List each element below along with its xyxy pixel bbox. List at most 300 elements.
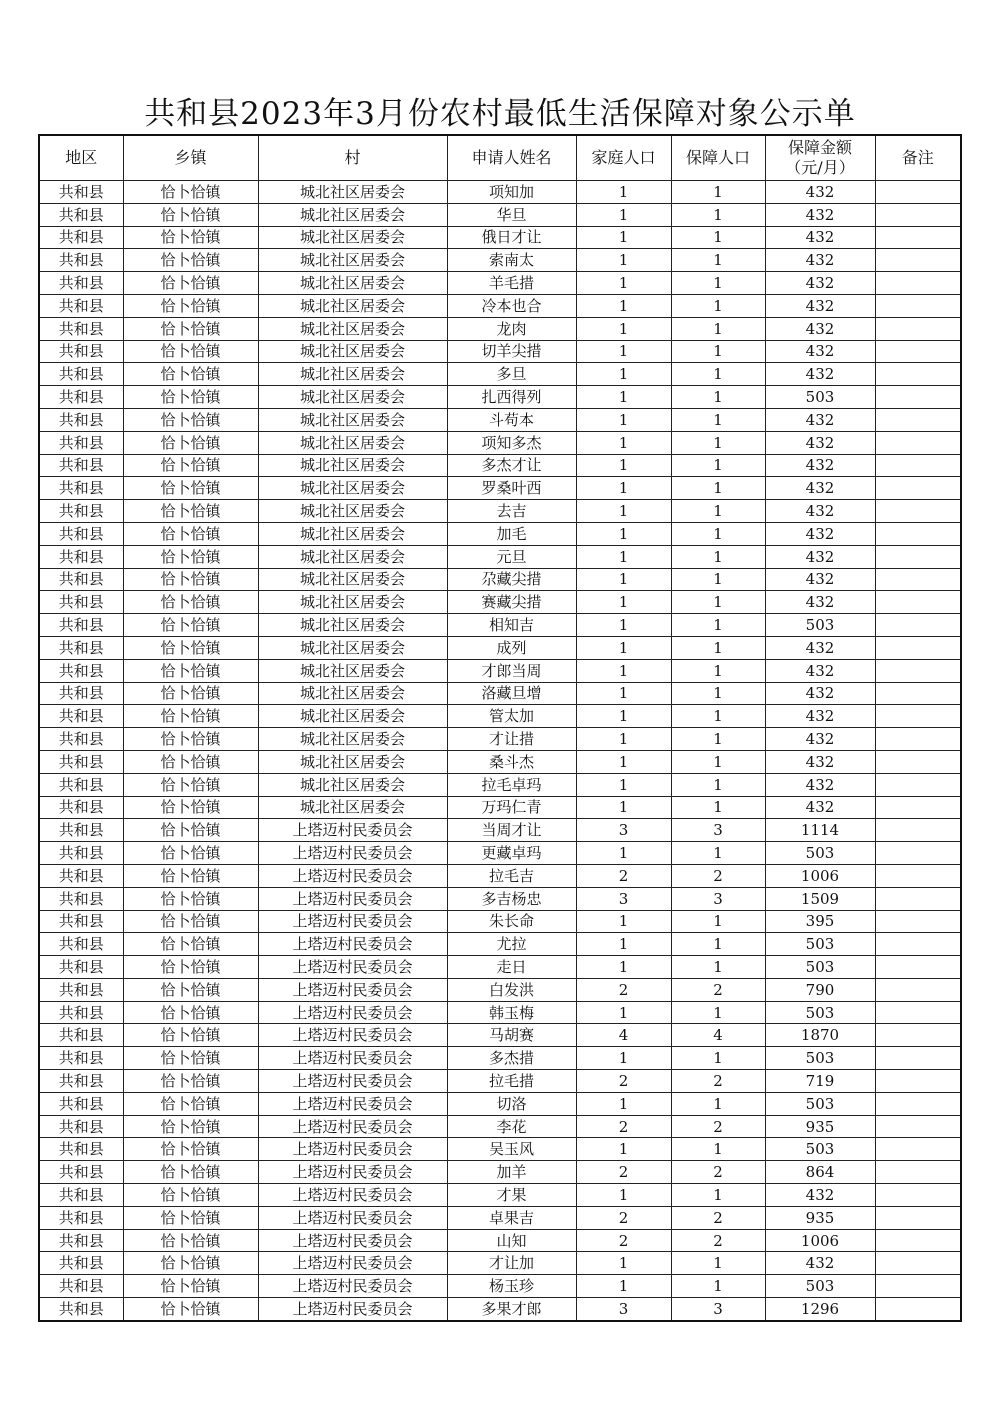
cell-applicant: 多杰措 (447, 1047, 576, 1070)
cell-amount: 864 (765, 1161, 875, 1184)
cell-covered: 1 (671, 1275, 765, 1298)
cell-family: 2 (576, 1070, 671, 1093)
cell-remark (875, 272, 961, 295)
cell-village: 上塔迈村民委员会 (258, 1229, 447, 1252)
table-row (39, 682, 961, 705)
cell-region: 共和县 (39, 796, 123, 819)
cell-remark (875, 1206, 961, 1229)
cell-town: 恰卜恰镇 (123, 226, 258, 249)
cell-remark (875, 545, 961, 568)
cell-remark (875, 682, 961, 705)
cell-town: 恰卜恰镇 (123, 203, 258, 226)
header-applicant: 申请人姓名 (447, 135, 576, 181)
cell-amount: 432 (765, 454, 875, 477)
table-row (39, 1252, 961, 1275)
cell-village: 城北社区居委会 (258, 249, 447, 272)
cell-region: 共和县 (39, 1275, 123, 1298)
cell-remark (875, 1275, 961, 1298)
cell-remark (875, 1115, 961, 1138)
cell-amount: 432 (765, 636, 875, 659)
cell-village: 城北社区居委会 (258, 659, 447, 682)
cell-region: 共和县 (39, 363, 123, 386)
cell-covered: 1 (671, 750, 765, 773)
cell-family: 1 (576, 933, 671, 956)
cell-covered: 1 (671, 636, 765, 659)
cell-applicant: 洛藏旦增 (447, 682, 576, 705)
cell-applicant: 多果才郎 (447, 1298, 576, 1321)
cell-applicant: 相知吉 (447, 614, 576, 637)
table-row (39, 933, 961, 956)
cell-amount: 395 (765, 910, 875, 933)
cell-village: 城北社区居委会 (258, 477, 447, 500)
cell-amount: 432 (765, 682, 875, 705)
cell-family: 1 (576, 340, 671, 363)
cell-applicant: 才让加 (447, 1252, 576, 1275)
cell-applicant: 斗苟本 (447, 408, 576, 431)
cell-remark (875, 910, 961, 933)
cell-family: 1 (576, 614, 671, 637)
cell-region: 共和县 (39, 1161, 123, 1184)
header-amount-line2: （元/月） (785, 158, 855, 177)
table-row (39, 363, 961, 386)
cell-family: 1 (576, 591, 671, 614)
table-row (39, 1161, 961, 1184)
cell-remark (875, 408, 961, 431)
cell-applicant: 当周才让 (447, 819, 576, 842)
table-row (39, 203, 961, 226)
cell-applicant: 加毛 (447, 522, 576, 545)
cell-region: 共和县 (39, 1047, 123, 1070)
cell-applicant: 万玛仁青 (447, 796, 576, 819)
recipient-table (38, 134, 962, 1322)
cell-region: 共和县 (39, 1001, 123, 1024)
cell-applicant: 多吉杨忠 (447, 887, 576, 910)
cell-family: 2 (576, 1161, 671, 1184)
header-village: 村 (258, 135, 447, 181)
cell-covered: 1 (671, 1184, 765, 1207)
cell-remark (875, 1070, 961, 1093)
cell-family: 2 (576, 1229, 671, 1252)
table-row (39, 1115, 961, 1138)
cell-remark (875, 933, 961, 956)
cell-remark (875, 636, 961, 659)
cell-region: 共和县 (39, 340, 123, 363)
cell-remark (875, 249, 961, 272)
cell-region: 共和县 (39, 522, 123, 545)
cell-region: 共和县 (39, 249, 123, 272)
cell-amount: 432 (765, 659, 875, 682)
cell-village: 上塔迈村民委员会 (258, 1070, 447, 1093)
cell-family: 1 (576, 636, 671, 659)
cell-applicant: 加羊 (447, 1161, 576, 1184)
table-row (39, 340, 961, 363)
cell-applicant: 元旦 (447, 545, 576, 568)
cell-town: 恰卜恰镇 (123, 408, 258, 431)
table-row (39, 842, 961, 865)
cell-town: 恰卜恰镇 (123, 1298, 258, 1321)
cell-remark (875, 614, 961, 637)
cell-town: 恰卜恰镇 (123, 864, 258, 887)
table-row (39, 1229, 961, 1252)
cell-village: 上塔迈村民委员会 (258, 978, 447, 1001)
cell-town: 恰卜恰镇 (123, 956, 258, 979)
cell-region: 共和县 (39, 887, 123, 910)
cell-covered: 1 (671, 728, 765, 751)
cell-amount: 432 (765, 522, 875, 545)
cell-town: 恰卜恰镇 (123, 545, 258, 568)
cell-covered: 1 (671, 500, 765, 523)
table-row (39, 1001, 961, 1024)
cell-region: 共和县 (39, 636, 123, 659)
cell-family: 1 (576, 956, 671, 979)
cell-remark (875, 1252, 961, 1275)
table-row (39, 431, 961, 454)
cell-village: 城北社区居委会 (258, 773, 447, 796)
header-amount (765, 135, 875, 181)
cell-town: 恰卜恰镇 (123, 1070, 258, 1093)
cell-family: 1 (576, 1275, 671, 1298)
cell-remark (875, 500, 961, 523)
table-row (39, 1206, 961, 1229)
cell-applicant: 马胡赛 (447, 1024, 576, 1047)
cell-amount: 1006 (765, 1229, 875, 1252)
cell-amount: 1006 (765, 864, 875, 887)
cell-family: 1 (576, 317, 671, 340)
cell-applicant: 吴玉风 (447, 1138, 576, 1161)
cell-amount: 432 (765, 340, 875, 363)
cell-remark (875, 386, 961, 409)
cell-covered: 1 (671, 203, 765, 226)
cell-applicant: 羊毛措 (447, 272, 576, 295)
cell-region: 共和县 (39, 386, 123, 409)
table-row (39, 773, 961, 796)
table-row (39, 181, 961, 204)
cell-covered: 1 (671, 431, 765, 454)
cell-applicant: 才果 (447, 1184, 576, 1207)
cell-covered: 1 (671, 249, 765, 272)
cell-town: 恰卜恰镇 (123, 887, 258, 910)
cell-town: 恰卜恰镇 (123, 317, 258, 340)
cell-town: 恰卜恰镇 (123, 454, 258, 477)
cell-town: 恰卜恰镇 (123, 705, 258, 728)
cell-remark (875, 431, 961, 454)
cell-region: 共和县 (39, 477, 123, 500)
cell-amount: 432 (765, 1184, 875, 1207)
header-remark: 备注 (875, 135, 961, 181)
table-row (39, 705, 961, 728)
cell-region: 共和县 (39, 773, 123, 796)
cell-applicant: 罗桑叶西 (447, 477, 576, 500)
cell-family: 1 (576, 1184, 671, 1207)
cell-region: 共和县 (39, 819, 123, 842)
cell-family: 3 (576, 819, 671, 842)
cell-region: 共和县 (39, 842, 123, 865)
cell-village: 上塔迈村民委员会 (258, 842, 447, 865)
cell-village: 上塔迈村民委员会 (258, 933, 447, 956)
cell-region: 共和县 (39, 1092, 123, 1115)
cell-amount: 432 (765, 249, 875, 272)
cell-family: 1 (576, 431, 671, 454)
cell-town: 恰卜恰镇 (123, 1252, 258, 1275)
cell-family: 1 (576, 1047, 671, 1070)
cell-family: 1 (576, 659, 671, 682)
header-town: 乡镇 (123, 135, 258, 181)
cell-village: 上塔迈村民委员会 (258, 1298, 447, 1321)
table-row (39, 956, 961, 979)
cell-town: 恰卜恰镇 (123, 842, 258, 865)
cell-covered: 1 (671, 1252, 765, 1275)
cell-region: 共和县 (39, 1070, 123, 1093)
cell-family: 1 (576, 408, 671, 431)
cell-applicant: 项知多杰 (447, 431, 576, 454)
cell-town: 恰卜恰镇 (123, 1115, 258, 1138)
cell-amount: 432 (765, 796, 875, 819)
table-row (39, 522, 961, 545)
cell-applicant: 更藏卓玛 (447, 842, 576, 865)
cell-applicant: 赛藏尖措 (447, 591, 576, 614)
cell-remark (875, 956, 961, 979)
cell-town: 恰卜恰镇 (123, 728, 258, 751)
cell-family: 1 (576, 842, 671, 865)
cell-amount: 432 (765, 477, 875, 500)
cell-covered: 1 (671, 1001, 765, 1024)
cell-covered: 3 (671, 819, 765, 842)
cell-town: 恰卜恰镇 (123, 1275, 258, 1298)
cell-town: 恰卜恰镇 (123, 1138, 258, 1161)
cell-remark (875, 819, 961, 842)
cell-region: 共和县 (39, 750, 123, 773)
page-title: 共和县2023年3月份农村最低生活保障对象公示单 (144, 96, 856, 132)
table-row (39, 1070, 961, 1093)
table-row (39, 796, 961, 819)
cell-applicant: 山知 (447, 1229, 576, 1252)
cell-amount: 432 (765, 272, 875, 295)
cell-covered: 1 (671, 340, 765, 363)
cell-region: 共和县 (39, 1298, 123, 1321)
cell-covered: 1 (671, 545, 765, 568)
cell-village: 城北社区居委会 (258, 408, 447, 431)
cell-covered: 2 (671, 1161, 765, 1184)
table-row (39, 1092, 961, 1115)
cell-region: 共和县 (39, 1024, 123, 1047)
cell-amount: 432 (765, 317, 875, 340)
cell-amount: 503 (765, 933, 875, 956)
cell-applicant: 去吉 (447, 500, 576, 523)
cell-remark (875, 978, 961, 1001)
cell-amount: 432 (765, 545, 875, 568)
cell-applicant: 项知加 (447, 181, 576, 204)
cell-covered: 1 (671, 408, 765, 431)
table-row (39, 1024, 961, 1047)
cell-family: 1 (576, 249, 671, 272)
cell-amount: 432 (765, 1252, 875, 1275)
cell-amount: 432 (765, 408, 875, 431)
cell-town: 恰卜恰镇 (123, 431, 258, 454)
cell-covered: 1 (671, 842, 765, 865)
cell-region: 共和县 (39, 933, 123, 956)
cell-region: 共和县 (39, 1184, 123, 1207)
cell-remark (875, 1047, 961, 1070)
cell-region: 共和县 (39, 728, 123, 751)
cell-village: 城北社区居委会 (258, 796, 447, 819)
table-row (39, 386, 961, 409)
cell-town: 恰卜恰镇 (123, 181, 258, 204)
cell-amount: 503 (765, 1275, 875, 1298)
cell-town: 恰卜恰镇 (123, 386, 258, 409)
table-row (39, 659, 961, 682)
cell-amount: 935 (765, 1115, 875, 1138)
cell-region: 共和县 (39, 408, 123, 431)
cell-village: 上塔迈村民委员会 (258, 1252, 447, 1275)
cell-amount: 719 (765, 1070, 875, 1093)
cell-amount: 432 (765, 181, 875, 204)
cell-family: 2 (576, 864, 671, 887)
cell-remark (875, 796, 961, 819)
cell-family: 1 (576, 568, 671, 591)
cell-village: 城北社区居委会 (258, 614, 447, 637)
table-row (39, 408, 961, 431)
cell-covered: 1 (671, 682, 765, 705)
cell-covered: 1 (671, 1047, 765, 1070)
cell-covered: 1 (671, 181, 765, 204)
cell-amount: 432 (765, 431, 875, 454)
cell-village: 城北社区居委会 (258, 728, 447, 751)
cell-village: 城北社区居委会 (258, 431, 447, 454)
table-row (39, 317, 961, 340)
cell-remark (875, 728, 961, 751)
cell-region: 共和县 (39, 431, 123, 454)
header-row (39, 135, 961, 181)
cell-region: 共和县 (39, 545, 123, 568)
cell-amount: 432 (765, 750, 875, 773)
cell-covered: 1 (671, 317, 765, 340)
header-family: 家庭人口 (576, 135, 671, 181)
cell-applicant: 管太加 (447, 705, 576, 728)
cell-village: 城北社区居委会 (258, 636, 447, 659)
cell-town: 恰卜恰镇 (123, 340, 258, 363)
cell-applicant: 索南太 (447, 249, 576, 272)
table-row (39, 226, 961, 249)
cell-covered: 1 (671, 294, 765, 317)
cell-family: 2 (576, 1115, 671, 1138)
cell-family: 3 (576, 887, 671, 910)
cell-amount: 1870 (765, 1024, 875, 1047)
cell-family: 2 (576, 1206, 671, 1229)
cell-family: 1 (576, 1092, 671, 1115)
cell-covered: 1 (671, 477, 765, 500)
table-row (39, 454, 961, 477)
cell-town: 恰卜恰镇 (123, 1161, 258, 1184)
cell-family: 1 (576, 1138, 671, 1161)
cell-town: 恰卜恰镇 (123, 1024, 258, 1047)
cell-covered: 1 (671, 659, 765, 682)
table-row (39, 1184, 961, 1207)
cell-applicant: 白发洪 (447, 978, 576, 1001)
cell-remark (875, 1184, 961, 1207)
cell-amount: 432 (765, 500, 875, 523)
table-row (39, 636, 961, 659)
cell-town: 恰卜恰镇 (123, 636, 258, 659)
cell-region: 共和县 (39, 181, 123, 204)
cell-amount: 503 (765, 1047, 875, 1070)
table-row (39, 477, 961, 500)
cell-family: 1 (576, 705, 671, 728)
cell-covered: 1 (671, 910, 765, 933)
cell-family: 1 (576, 203, 671, 226)
cell-family: 1 (576, 386, 671, 409)
cell-applicant: 多旦 (447, 363, 576, 386)
cell-town: 恰卜恰镇 (123, 294, 258, 317)
cell-town: 恰卜恰镇 (123, 500, 258, 523)
cell-applicant: 才让措 (447, 728, 576, 751)
cell-village: 上塔迈村民委员会 (258, 1001, 447, 1024)
table-row (39, 1275, 961, 1298)
cell-town: 恰卜恰镇 (123, 363, 258, 386)
cell-village: 城北社区居委会 (258, 750, 447, 773)
cell-remark (875, 842, 961, 865)
cell-region: 共和县 (39, 910, 123, 933)
cell-family: 1 (576, 522, 671, 545)
cell-village: 上塔迈村民委员会 (258, 1024, 447, 1047)
cell-amount: 503 (765, 956, 875, 979)
cell-applicant: 朱长命 (447, 910, 576, 933)
cell-village: 城北社区居委会 (258, 203, 447, 226)
cell-applicant: 桑斗杰 (447, 750, 576, 773)
cell-region: 共和县 (39, 705, 123, 728)
cell-applicant: 成列 (447, 636, 576, 659)
cell-covered: 2 (671, 1229, 765, 1252)
table-row (39, 591, 961, 614)
cell-town: 恰卜恰镇 (123, 272, 258, 295)
cell-amount: 503 (765, 386, 875, 409)
cell-remark (875, 1024, 961, 1047)
cell-village: 城北社区居委会 (258, 363, 447, 386)
cell-town: 恰卜恰镇 (123, 819, 258, 842)
cell-applicant: 才郎当周 (447, 659, 576, 682)
table-row (39, 249, 961, 272)
cell-covered: 2 (671, 1206, 765, 1229)
cell-applicant: 拉毛卓玛 (447, 773, 576, 796)
cell-covered: 1 (671, 1092, 765, 1115)
cell-applicant: 切羊尖措 (447, 340, 576, 363)
cell-amount: 790 (765, 978, 875, 1001)
cell-covered: 2 (671, 1070, 765, 1093)
cell-region: 共和县 (39, 226, 123, 249)
cell-region: 共和县 (39, 272, 123, 295)
cell-covered: 1 (671, 522, 765, 545)
cell-town: 恰卜恰镇 (123, 1001, 258, 1024)
cell-covered: 2 (671, 1115, 765, 1138)
cell-applicant: 冷本也合 (447, 294, 576, 317)
cell-applicant: 拉毛吉 (447, 864, 576, 887)
cell-covered: 1 (671, 226, 765, 249)
cell-amount: 503 (765, 614, 875, 637)
cell-covered: 2 (671, 978, 765, 1001)
cell-applicant: 尕藏尖措 (447, 568, 576, 591)
table-row (39, 819, 961, 842)
cell-village: 上塔迈村民委员会 (258, 864, 447, 887)
cell-family: 1 (576, 796, 671, 819)
cell-region: 共和县 (39, 294, 123, 317)
cell-village: 城北社区居委会 (258, 340, 447, 363)
cell-remark (875, 591, 961, 614)
cell-amount: 1509 (765, 887, 875, 910)
table-row (39, 728, 961, 751)
cell-applicant: 卓果吉 (447, 1206, 576, 1229)
header-region: 地区 (39, 135, 123, 181)
cell-remark (875, 317, 961, 340)
cell-region: 共和县 (39, 614, 123, 637)
